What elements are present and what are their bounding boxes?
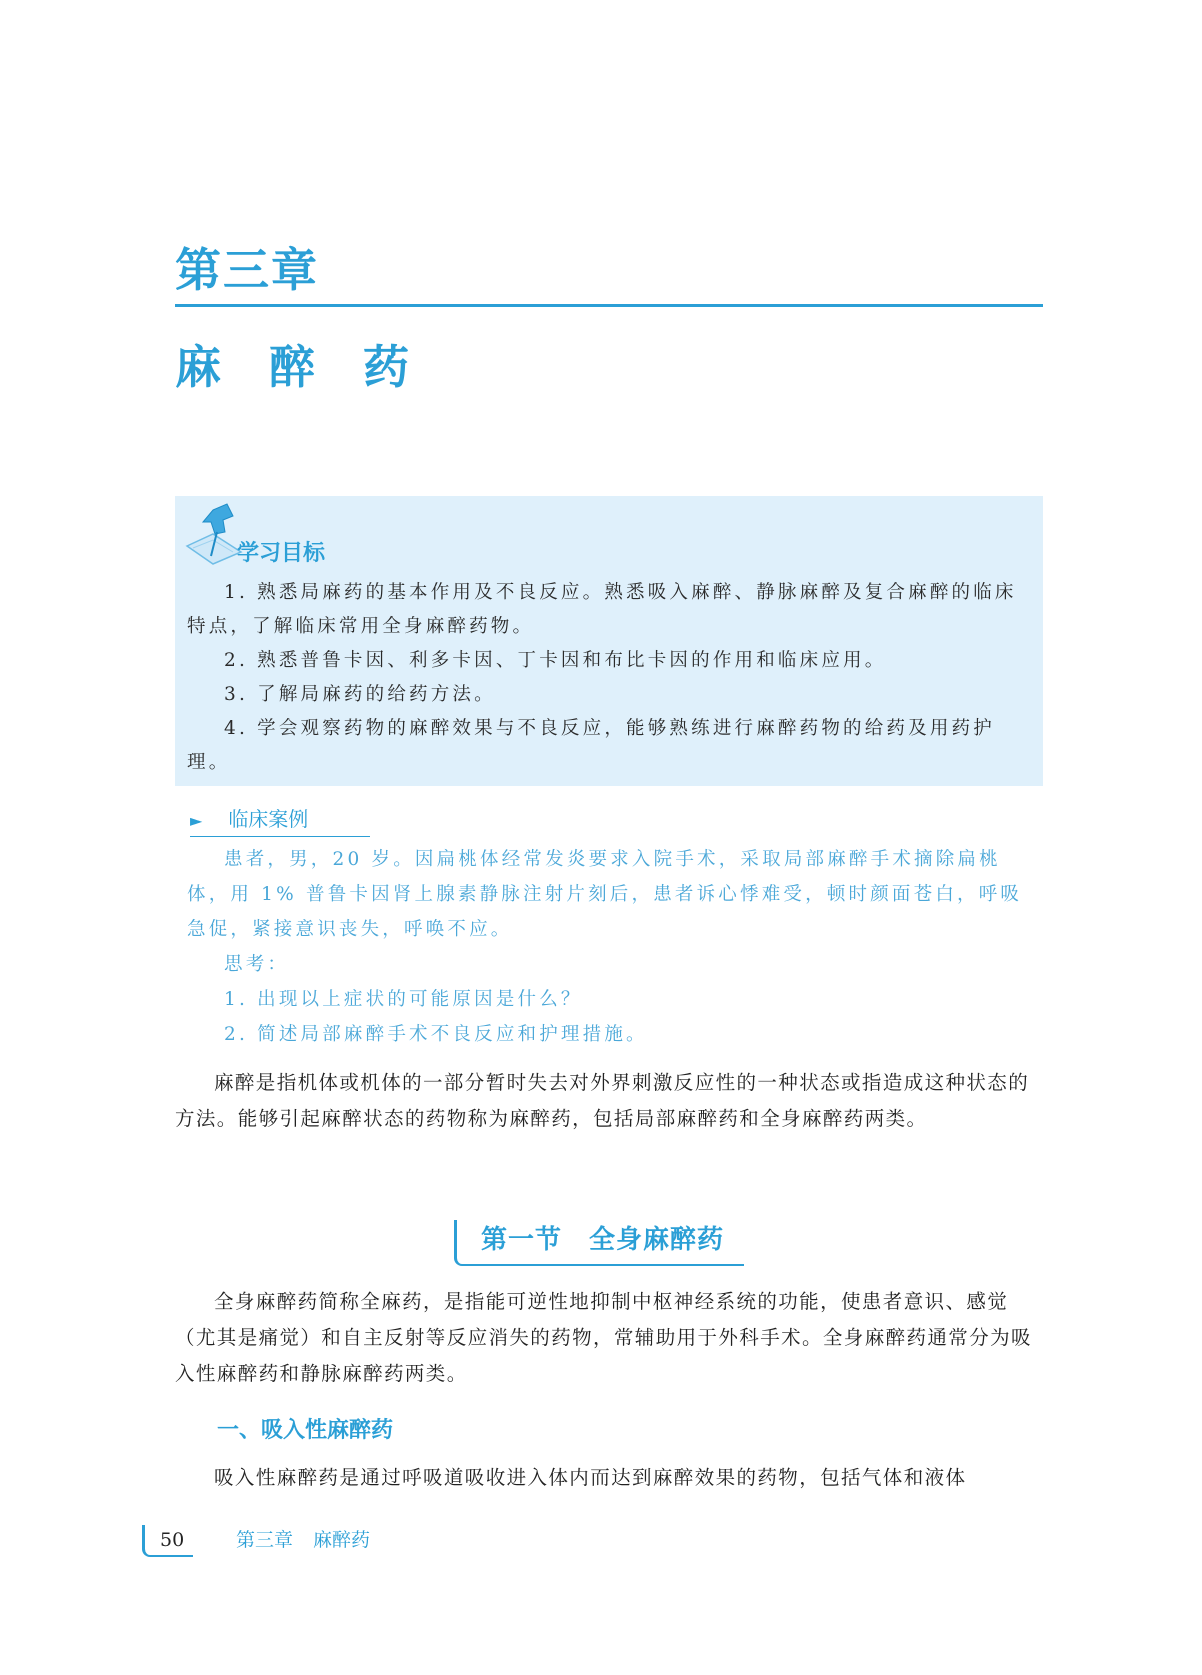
intro-paragraph-block bbox=[175, 1065, 1045, 1137]
subsection-paragraph: 吸入性麻醉药是通过呼吸道吸收进入体内而达到麻醉效果的药物，包括气体和液体 bbox=[214, 1466, 967, 1489]
page-number: 50 bbox=[160, 1529, 185, 1551]
think-label: 思考： bbox=[224, 954, 290, 975]
objectives-list bbox=[187, 576, 1035, 780]
case-question: 1. 出现以上症状的可能原因是什么？ bbox=[224, 989, 583, 1010]
clinical-case-heading bbox=[190, 806, 370, 837]
section-paragraph: 全身麻醉药简称全麻药，是指能可逆性地抑制中枢神经系统的功能，使患者意识、感觉（尤其是痛觉）和自主反射等反应消失的药物，常辅助用于外科手术。全身麻醉药通常分为吸入性麻醉药和静脉麻醉药两类。 bbox=[175, 1290, 1032, 1385]
clinical-case-body bbox=[187, 842, 1037, 1052]
chapter-title: 麻醉药 bbox=[175, 340, 457, 394]
objective-item: 3. 了解局麻药的给药方法。 bbox=[224, 684, 496, 705]
objective-item: 2. 熟悉普鲁卡因、利多卡因、丁卡因和布比卡因的作用和临床应用。 bbox=[224, 650, 887, 671]
subsection-paragraph-block bbox=[175, 1460, 1045, 1496]
chapter-divider bbox=[175, 304, 1043, 307]
objective-item: 1. 熟悉局麻药的基本作用及不良反应。熟悉吸入麻醉、静脉麻醉及复合麻醉的临床特点，了解临床常用全身麻醉药物。 bbox=[187, 582, 1017, 637]
objectives-heading: 学习目标 bbox=[237, 541, 326, 566]
intro-paragraph: 麻醉是指机体或机体的一部分暂时失去对外界刺激反应性的一种状态或指造成这种状态的方法。能够引起麻醉状态的药物称为麻醉药，包括局部麻醉药和全身麻醉药两类。 bbox=[175, 1071, 1030, 1130]
footer-chapter-title: 第三章 麻醉药 bbox=[236, 1529, 371, 1551]
case-description: 患者，男，20 岁。因扁桃体经常发炎要求入院手术，采取局部麻醉手术摘除扁桃体，用 1% 普鲁卡因肾上腺素静脉注射片刻后，患者诉心悸难受，顿时颜面苍白，呼吸急促，紧接意识丧失，呼唤不应。 bbox=[187, 849, 1023, 940]
section-paragraph-block bbox=[175, 1284, 1045, 1392]
subsection-title: 一、吸入性麻醉药 bbox=[217, 1418, 394, 1443]
chapter-label: 第三章 bbox=[175, 243, 319, 297]
section-title: 第一节 全身麻醉药 bbox=[454, 1220, 744, 1266]
case-question: 2. 简述局部麻醉手术不良反应和护理措施。 bbox=[224, 1024, 648, 1045]
objective-item: 4. 学会观察药物的麻醉效果与不良反应，能够熟练进行麻醉药物的给药及用药护理。 bbox=[187, 718, 995, 773]
learning-objectives-box bbox=[175, 496, 1043, 786]
clinical-case-label: 临床案例 bbox=[228, 807, 309, 831]
triangle-marker-icon: ► bbox=[190, 811, 203, 830]
